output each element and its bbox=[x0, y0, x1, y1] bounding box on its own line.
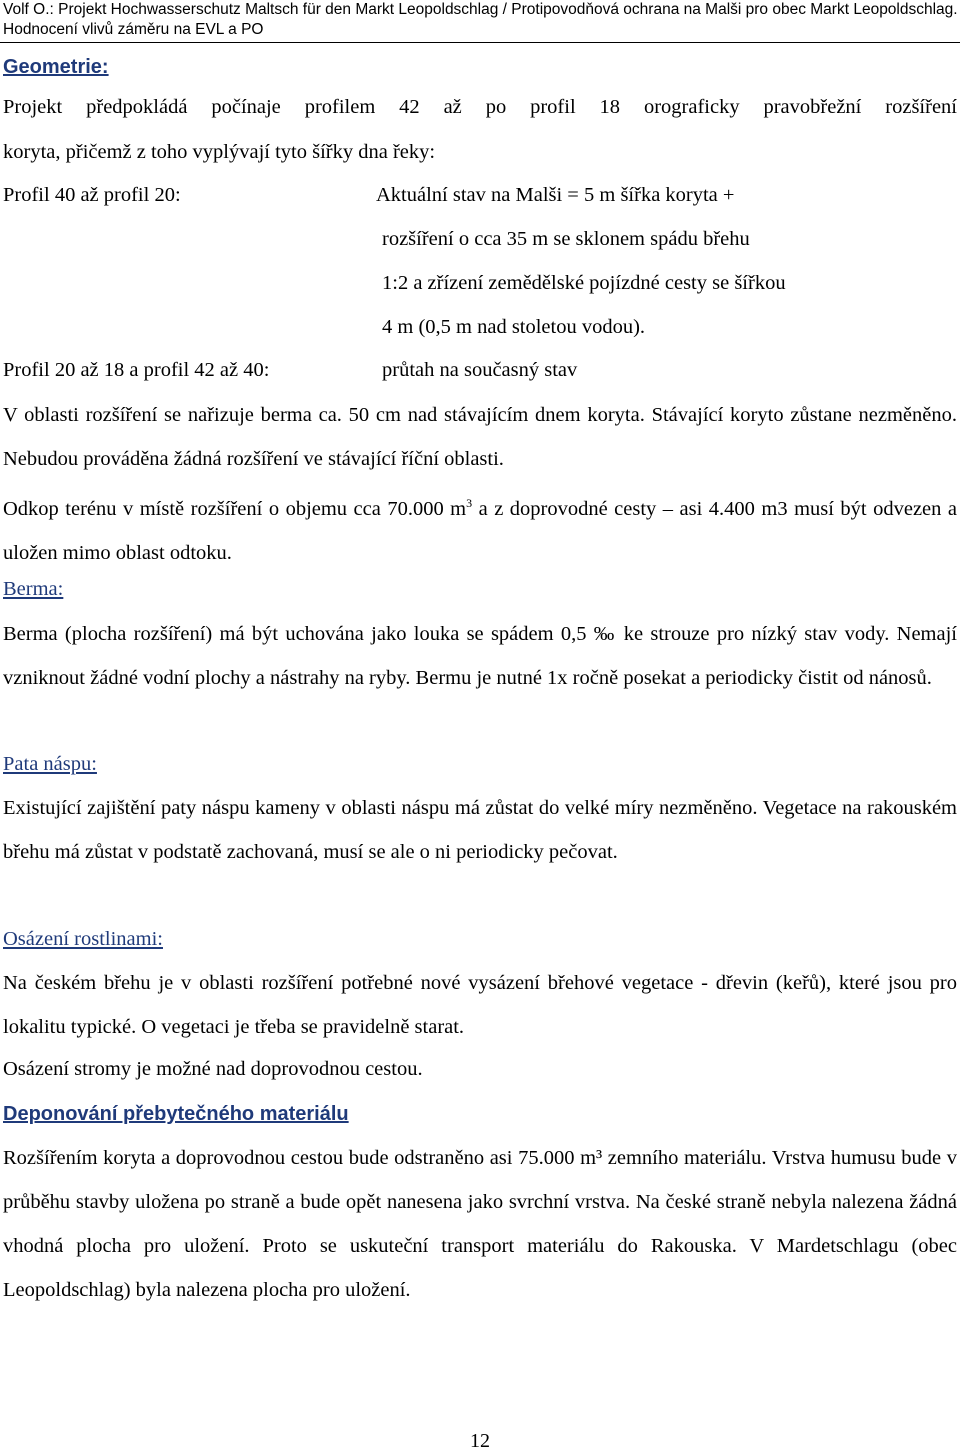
geometrie-intro-line1: Projekt předpokládá počínaje profilem 42 až po profil 18 orograficky pravobřežní rozšíření bbox=[3, 96, 957, 118]
section-heading-geometrie: Geometrie: bbox=[3, 56, 109, 78]
geometrie-intro-line2: koryta, přičemž z toho vyplývají tyto šířky dna řeky: bbox=[3, 141, 436, 163]
page-number: 12 bbox=[470, 1430, 490, 1452]
profile1-label: Profil 40 až profil 20: bbox=[3, 184, 181, 206]
deponovani-paragraph: Rozšířením koryta a doprovodnou cestou bude odstraněno asi 75.000 m³ zemního materiálu. Vrstva humusu bude v průběhu stavby uložena po straně a bude opět nanesena jako svrchní vrstva. Na české straně nebyla nalezena žádná vhodná plocha pro uložení. Proto se uskuteční transport materiálu do Rakouska. V Mardetschlagu (obec Leopoldschlag) byla nalezena plocha pro uložení. bbox=[3, 1147, 957, 1301]
profile2-text: průtah na současný stav bbox=[382, 359, 578, 381]
section-heading-deponovani: Deponování přebytečného materiálu bbox=[3, 1103, 349, 1125]
profile1-line4: 4 m (0,5 m nad stoletou vodou). bbox=[382, 316, 646, 338]
osazeni-paragraph-2: Osázení stromy je možné nad doprovodnou cestou. bbox=[3, 1058, 423, 1080]
section-heading-berma: Berma: bbox=[3, 578, 64, 600]
section-heading-pata-naspu: Pata náspu: bbox=[3, 753, 97, 775]
superscript-3: 3 bbox=[466, 496, 473, 510]
geometrie-paragraph-2: Odkop terénu v místě rozšíření o objemu cca 70.000 $m^3$ a z doprovodné cesty – asi 4.400 m3 musí být odvezen a uložen mimo oblast odtoku. bbox=[3, 496, 957, 564]
profile1-line3: 1:2 a zřízení zemědělské pojízdné cesty se šířkou bbox=[382, 272, 786, 294]
page-header: Volf O.: Projekt Hochwasserschutz Maltsch für den Markt Leopoldschlag / Protipovodňová ochrana na Malši pro obec Markt Leopoldschlag. Hodnocení vlivů záměru na EVL a PO bbox=[3, 1, 958, 38]
header-divider bbox=[0, 42, 960, 43]
pata-naspu-paragraph: Existující zajištění paty náspu kameny v oblasti náspu má zůstat do velké míry nezměněno. Vegetace na rakouském břehu má zůstat v podstatě zachovaná, musí se ale o ni periodicky pečovat. bbox=[3, 797, 957, 863]
profile1-line1: Aktuální stav na Malši = 5 m šířka koryta + bbox=[376, 184, 735, 206]
profile2-label: Profil 20 až 18 a profil 42 až 40: bbox=[3, 359, 270, 381]
section-heading-osazeni: Osázení rostlinami: bbox=[3, 928, 163, 950]
berma-paragraph: Berma (plocha rozšíření) má být uchována jako louka se spádem 0,5 ‰ ke strouze pro nízký stav vody. Nemají vzniknout žádné vodní plochy a nástrahy na ryby. Bermu je nutné 1x ročně posekat a periodicky čistit od nánosů. bbox=[3, 623, 957, 689]
profile1-line2: rozšíření o cca 35 m se sklonem spádu břehu bbox=[382, 228, 750, 250]
osazeni-paragraph: Na českém břehu je v oblasti rozšíření potřebné nové vysázení břehové vegetace - dřevin (keřů), které jsou pro lokalitu typické. O vegetaci je třeba se pravidelně starat. bbox=[3, 972, 957, 1038]
geometrie-paragraph-1: V oblasti rozšíření se nařizuje berma ca. 50 cm nad stávajícím dnem koryta. Stávající koryto zůstane nezměněno. Nebudou prováděna žádná rozšíření ve stávající říční oblasti. bbox=[3, 404, 957, 470]
